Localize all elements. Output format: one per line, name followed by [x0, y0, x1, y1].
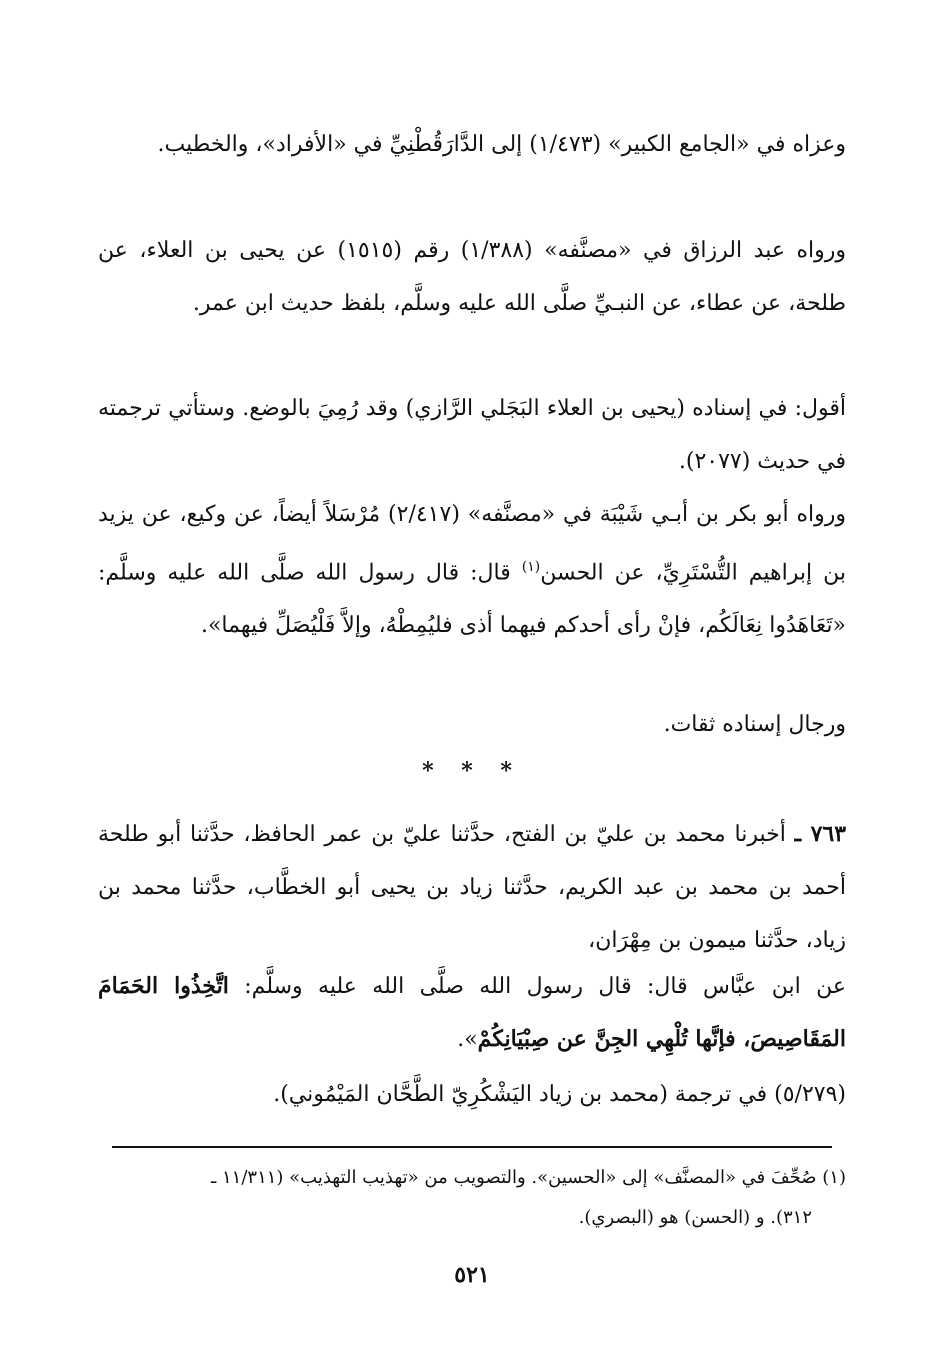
paragraph-text [98, 808, 846, 967]
paragraph-text [98, 960, 846, 1066]
hadith-text-bold: اتَّخِذُوا الحَمَامَ المَقَاصِيصَ، فإنَّها تُلْهِي الجِنَّ عن صِبْيَانِكُمْ [98, 973, 846, 1052]
footnote-line: (١) صُحِّفَ في «المصنَّف» إلى «الحسين». والتصويب من «تهذيب التهذيب» (١١/٣١١ ـ [211, 1167, 846, 1188]
paragraph-comment [98, 382, 846, 488]
paragraph-text [98, 488, 846, 652]
page-number: ٥٢١ [454, 1262, 490, 1288]
section-separator-stars: * * * [422, 758, 522, 784]
paragraph-text: (٥/٢٧٩) في ترجمة (محمد بن زياد اليَشْكُرِيّ الطَّحَّان المَيْمُوني). [273, 1082, 846, 1107]
paragraph-text: أقول: في إسناده (يحيى بن العلاء البَجَلي الرَّازي) وقد رُمِيَ بالوضع. وستأتي ترجمته في حديث (٢٠٧٧). [98, 396, 846, 474]
paragraph-text-part: عن ابن عبَّاس قال: قال رسول الله صلَّى الله عليه وسلَّم: [228, 974, 846, 999]
footnote-line: ٣١٢). و (الحسن) هو (البصري). [578, 1207, 812, 1228]
paragraph-narrators [98, 698, 846, 751]
paragraph-text: وعزاه في «الجامع الكبير» (١/٤٧٣) إلى الدَّارَقُطْنِيِّ في «الأفراد»، والخطيب. [157, 132, 846, 157]
paragraph-text-part: قال: قال رسول الله صلَّى الله عليه وسلَّم: «تَعَاهَدُوا نِعَالَكُم، فإنْ رأى أحدكم فيهما أذى فليُمِطْهُ، وإلاَّ فَلْيُصَلِّ فيهما». [98, 560, 846, 639]
paragraph-text-part: ». [457, 1027, 478, 1052]
footnotes [98, 1158, 846, 1238]
paragraph-source-reference [98, 1068, 846, 1121]
paragraph-text: ورواه عبد الرزاق في «مصنَّفه» (١/٣٨٨) رقم (١٥١٥) عن يحيى بن العلاء، عن طلحة، عن عطاء، عن النبـيِّ صلَّى الله عليه وسلَّم، بلفظ حديث ابن عمر. [98, 238, 846, 316]
footnote-separator-line [112, 1146, 832, 1148]
paragraph-abdulrazzaq [98, 224, 846, 330]
footnote-marker: (١) [521, 559, 541, 575]
paragraph-attribution [98, 118, 846, 171]
paragraph-hadith-763-chain [98, 808, 846, 967]
hadith-number: ٧٦٣ ـ [794, 821, 847, 847]
paragraph-text-part: أخبرنا محمد بن عليّ بن الفتح، حدَّثنا عليّ بن عمر الحافظ، حدَّثنا أبو طلحة أحمد بن محمد بن عبد الكريم، حدَّثنا زياد بن يحيى أبو الخطَّاب، حدَّثنا محمد بن زياد، حدَّثنا ميمون بن مِهْرَان، [98, 822, 846, 953]
paragraph-ibn-abi-shayba [98, 488, 846, 652]
paragraph-text-part: ورواه أبو بكر بن أبـي شَيْبَة في «مصنَّفه» (٢/٤١٧) مُرْسَلاً أيضاً، عن وكيع، عن يزيد بن إبراهيم التُّسْتَرِيِّ، عن الحسن [98, 502, 846, 586]
paragraph-text: ورجال إسناده ثقات. [663, 712, 846, 737]
paragraph-hadith-763-matn [98, 960, 846, 1066]
